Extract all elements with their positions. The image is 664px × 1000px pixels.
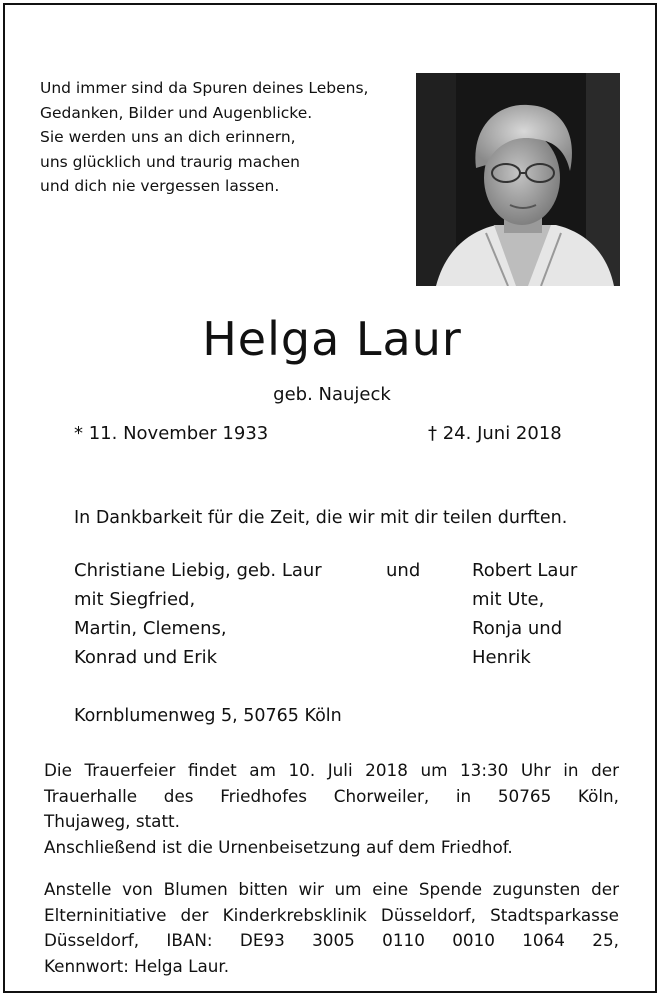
family-address: Kornblumenweg 5, 50765 Köln: [74, 706, 342, 726]
family-connector: und: [386, 560, 421, 581]
funeral-line: Die Trauerfeier findet am 10. Juli 2018 um 13:30 Uhr in der: [44, 760, 619, 780]
funeral-notice: [44, 758, 619, 860]
funeral-line: Anschließend ist die Urnenbeisetzung auf dem Friedhof.: [44, 836, 513, 857]
family-right: [472, 556, 577, 672]
donation-line: Kennwort: Helga Laur.: [44, 955, 230, 976]
poem-line: Und immer sind da Spuren deines Lebens,: [40, 79, 369, 97]
donation-line: Düsseldorf, IBAN: DE93 3005 0110 0010 1064 25,: [44, 930, 619, 950]
maiden-name: geb. Naujeck: [273, 384, 391, 405]
donation-line: Anstelle von Blumen bitten wir um eine Spende zugunsten der: [44, 879, 619, 899]
family-member: Konrad und Erik: [74, 647, 218, 668]
death-date: † 24. Juni 2018: [428, 423, 562, 444]
family-left: [74, 556, 322, 672]
poem-line: und dich nie vergessen lassen.: [40, 177, 280, 195]
funeral-line: Thujaweg, statt.: [44, 811, 180, 831]
birth-date: * 11. November 1933: [74, 423, 269, 444]
family-member: Christiane Liebig, geb. Laur: [74, 560, 322, 581]
family-member: Robert Laur: [472, 560, 578, 581]
family-member: Martin, Clemens,: [74, 618, 227, 639]
poem-line: Gedanken, Bilder und Augenblicke.: [40, 103, 313, 122]
memorial-poem: [40, 76, 368, 199]
funeral-line: Trauerhalle des Friedhofes Chorweiler, in 50765 Köln,: [44, 785, 619, 806]
portrait-illustration: [416, 73, 620, 286]
donation-line: Elterninitiative der Kinderkrebsklinik Düsseldorf, Stadtsparkasse: [44, 904, 619, 925]
family-member: mit Ute,: [472, 589, 545, 610]
gratitude-line: In Dankbarkeit für die Zeit, die wir mit dir teilen durften.: [74, 508, 568, 528]
family-member: mit Siegfried,: [74, 589, 196, 610]
donation-notice: [44, 877, 619, 979]
family-member: Ronja und: [472, 618, 563, 639]
poem-line: Sie werden uns an dich erinnern,: [40, 128, 296, 146]
poem-line: uns glücklich und traurig machen: [40, 152, 300, 171]
portrait-photo: [416, 73, 620, 286]
family-member: Henrik: [472, 647, 531, 668]
deceased-name: Helga Laur: [202, 312, 462, 366]
